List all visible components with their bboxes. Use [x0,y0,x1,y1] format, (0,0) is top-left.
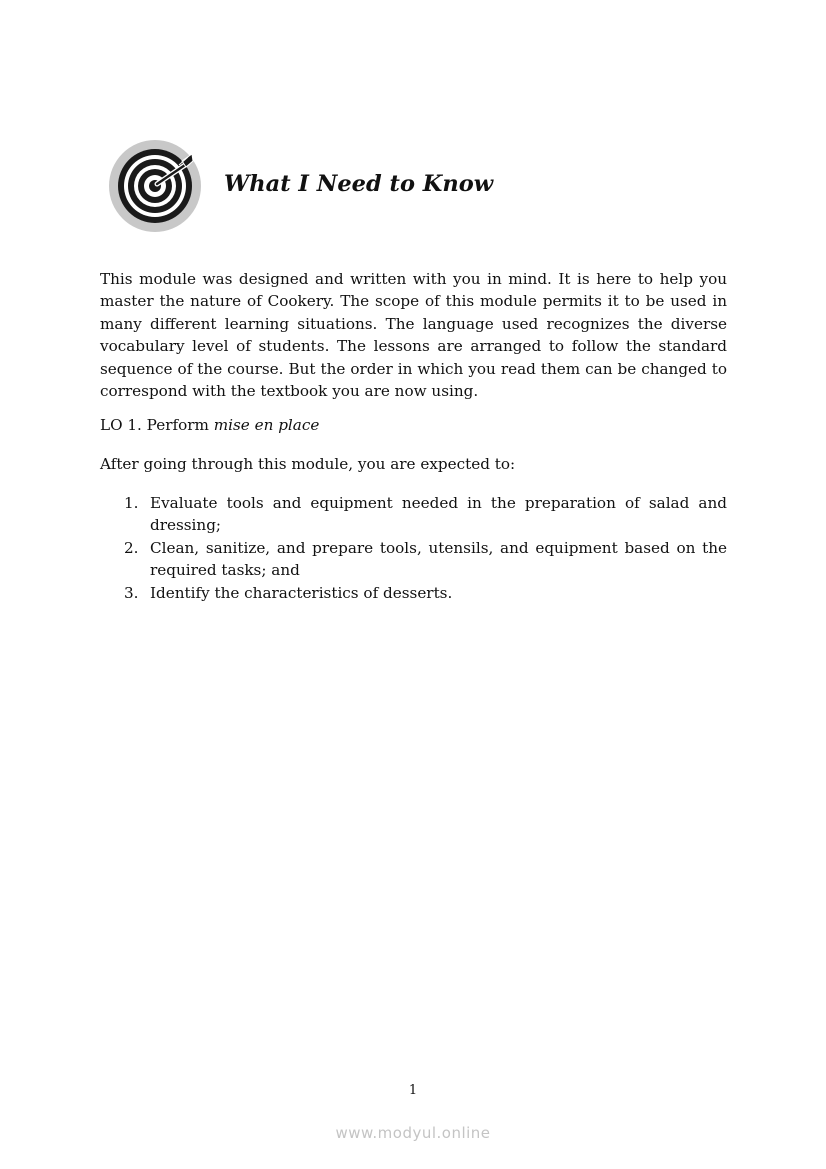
learning-outcome-emphasis: mise en place [213,416,320,434]
list-item-text: Clean, sanitize, and prepare tools, utensils, and equipment based on the required tasks; and [150,538,727,580]
list-item [124,537,727,582]
list-item-text: Evaluate tools and equipment needed in the preparation of salad and dressing; [150,494,727,535]
learning-outcome-prefix: LO 1. Perform [100,416,214,434]
list-item-number: 2. [124,538,139,557]
section-title: What I Need to Know [224,171,494,197]
list-item-number: 1. [124,494,139,512]
watermark: www.modyul.online [335,1124,491,1142]
list-item-text: Identify the characteristics of desserts. [150,583,453,602]
expectation-lead: After going through this module, you are expected to: [100,455,516,473]
list-item-number: 3. [124,583,139,602]
list-item [124,492,727,537]
list-item [124,582,727,604]
target-icon [108,139,202,233]
learning-outcome [100,414,727,436]
page-number: 1 [408,1083,418,1098]
objectives-list [124,492,727,604]
section-header [108,138,493,234]
intro-paragraph: This module was designed and written with you in mind. It is here to help you master the nature of Cookery. The scope of this module permits it to be used in many different learning situations. The language used recognizes the diverse vocabulary level of students. The lessons are arranged to follow the standard sequence of the course. But the order in which you read them can be changed to correspond with the textbook you are now using. [100,270,727,401]
